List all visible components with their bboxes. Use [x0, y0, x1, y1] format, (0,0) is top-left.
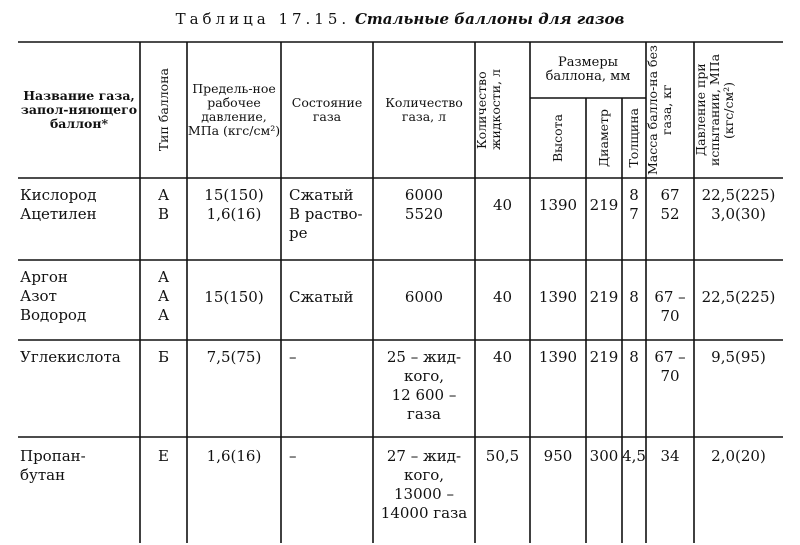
header-diameter: Диаметр — [596, 109, 611, 167]
cell-state: – — [289, 348, 297, 366]
header-liquid-quantity: Количество жидкости, л — [474, 69, 503, 151]
cell-liquid-qty: 50,5 — [485, 447, 520, 465]
cell-mass: 67 – 70 — [654, 348, 686, 385]
header-cylinder-dimensions: Размеры баллона, мм — [545, 55, 631, 84]
cell-gas: Пропан- бутан — [20, 447, 86, 484]
cell-gas-qty: 27 – жид- кого, 13000 – 14000 газа — [380, 447, 468, 522]
cell-gas-qty: 6000 5520 — [404, 186, 444, 223]
cell-height: 1390 — [538, 348, 578, 366]
cell-pressure: 1,6(16) — [206, 447, 262, 465]
header-gas-name: Название газа, запол-няющего баллон* — [20, 88, 138, 131]
header-thickness: Толщина — [626, 108, 641, 168]
cell-thickness: 4,5 — [622, 447, 646, 465]
header-height: Высота — [550, 113, 565, 163]
cell-type: Б — [157, 348, 170, 366]
cell-state: – — [289, 447, 297, 465]
cell-gas: Аргон Азот Водород — [20, 268, 87, 324]
header-gas-state: Состояние газа — [291, 95, 363, 124]
caption-label: Таблица 17.15. — [175, 10, 351, 28]
cell-diameter: 219 — [589, 288, 619, 306]
cell-diameter: 219 — [589, 196, 619, 214]
cell-mass: 67 52 — [660, 186, 680, 223]
cell-liquid-qty: 40 — [492, 348, 513, 366]
cell-gas: Кислород Ацетилен — [20, 186, 97, 223]
cell-gas-qty: 6000 — [404, 288, 444, 306]
cell-test-pressure: 2,0(20) — [711, 447, 766, 465]
header-max-pressure: Предель-ное рабочее давление, МПа (кгс/см²) — [187, 81, 281, 138]
header-empty-mass: Масса балло-на без газа, кг — [645, 45, 674, 175]
cell-state: Сжатый В раство- ре — [289, 186, 363, 242]
cell-test-pressure: 9,5(95) — [711, 348, 766, 366]
cell-type: А В — [157, 186, 170, 223]
cell-height: 1390 — [538, 196, 578, 214]
caption-title: Стальные баллоны для газов — [354, 10, 625, 28]
cell-height: 950 — [543, 447, 573, 465]
cell-type: Е — [158, 447, 169, 465]
cell-thickness: 8 7 — [629, 186, 639, 223]
cell-pressure: 15(150) 1,6(16) — [204, 186, 264, 223]
cell-test-pressure: 22,5(225) — [701, 288, 776, 306]
cell-gas: Углекислота — [20, 348, 121, 366]
cell-mass: 34 — [660, 447, 680, 465]
cell-mass: 67 – 70 — [654, 288, 686, 325]
cell-diameter: 219 — [589, 348, 619, 366]
cell-test-pressure: 22,5(225) 3,0(30) — [701, 186, 776, 223]
cell-thickness: 8 — [629, 348, 639, 366]
cell-liquid-qty: 40 — [492, 288, 513, 306]
cell-gas-qty: 25 – жид- кого, 12 600 – газа — [386, 348, 462, 423]
cell-liquid-qty: 40 — [492, 196, 513, 214]
cell-pressure: 15(150) — [204, 288, 264, 306]
cell-state: Сжатый — [289, 288, 354, 306]
header-cylinder-type: Тип баллона — [155, 68, 171, 152]
header-test-pressure: Давление при испытании, МПа (кгс/см²) — [693, 53, 736, 167]
cell-type: А А А — [157, 268, 170, 324]
cell-height: 1390 — [538, 288, 578, 306]
cell-pressure: 7,5(75) — [206, 348, 262, 366]
cell-thickness: 8 — [629, 288, 639, 306]
header-gas-quantity: Количество газа, л — [385, 95, 463, 124]
cell-diameter: 300 — [589, 447, 619, 465]
